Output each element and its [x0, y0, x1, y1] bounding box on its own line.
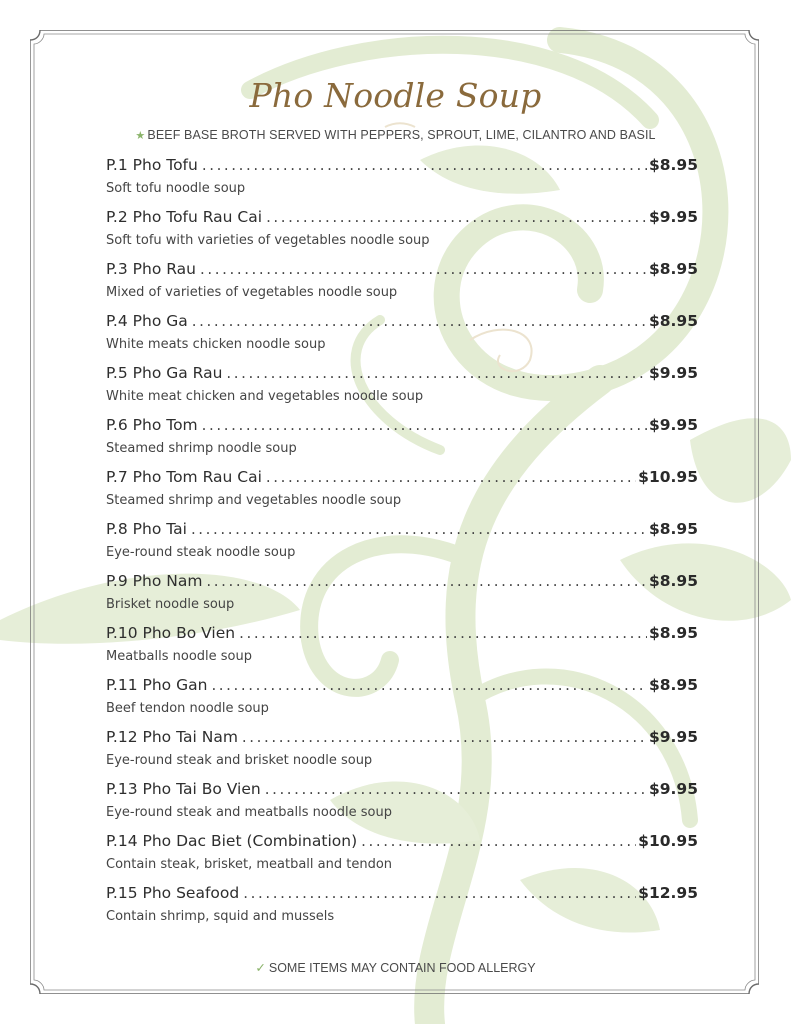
menu-subtitle	[0, 128, 791, 142]
dot-leader	[202, 156, 647, 174]
menu-item-line	[106, 468, 698, 491]
menu-item-name: P.11 Pho Gan	[106, 676, 208, 694]
menu-item-price: $12.95	[638, 884, 698, 902]
allergy-note-text: SOME ITEMS MAY CONTAIN FOOD ALLERGY	[268, 961, 536, 975]
menu-item	[106, 208, 698, 260]
menu-item-price: $10.95	[638, 468, 698, 486]
menu-item-description: Steamed shrimp noodle soup	[106, 441, 297, 456]
menu-item-line	[106, 728, 698, 751]
menu-item-price: $9.95	[648, 364, 698, 382]
menu-item-description: Brisket noodle soup	[106, 597, 235, 612]
menu-item	[106, 416, 698, 468]
menu-item	[106, 728, 698, 780]
menu-item-description: Contain steak, brisket, meatball and tendon	[106, 857, 393, 872]
menu-item-name: P.12 Pho Tai Nam	[106, 728, 238, 746]
menu-item-line	[106, 832, 698, 855]
menu-item-price: $10.95	[638, 832, 698, 850]
menu-item-line	[106, 520, 698, 543]
menu-item-name: P.13 Pho Tai Bo Vien	[106, 780, 261, 798]
menu-item-description: Mixed of varieties of vegetables noodle soup	[106, 285, 398, 300]
menu-item-description: Eye-round steak and meatballs noodle soup	[106, 805, 392, 820]
allergy-note	[0, 960, 791, 975]
menu-item-name: P.14 Pho Dac Biet (Combination)	[106, 832, 358, 850]
menu-item-description: Steamed shrimp and vegetables noodle soup	[106, 493, 402, 508]
menu-item-description: Meatballs noodle soup	[106, 649, 252, 664]
dot-leader	[206, 572, 647, 590]
dot-leader	[226, 364, 647, 382]
dot-leader	[361, 832, 636, 850]
menu-item-name: P.3 Pho Rau	[106, 260, 196, 278]
menu-item	[106, 260, 698, 312]
menu-item-price: $8.95	[648, 624, 698, 642]
menu-item-line	[106, 884, 698, 907]
checkmark-icon: ✓	[255, 961, 266, 975]
menu-item	[106, 572, 698, 624]
menu-item	[106, 156, 698, 208]
menu-item-name: P.10 Pho Bo Vien	[106, 624, 236, 642]
menu-item-name: P.6 Pho Tom	[106, 416, 198, 434]
menu-item-price: $9.95	[648, 416, 698, 434]
dot-leader	[243, 884, 636, 902]
menu-item-price: $8.95	[648, 676, 698, 694]
subtitle-text: BEEF BASE BROTH SERVED WITH PEPPERS, SPROUT, LIME, CILANTRO AND BASIL	[147, 128, 656, 142]
dot-leader	[242, 728, 647, 746]
menu-item-price: $8.95	[648, 520, 698, 538]
menu-item-price: $8.95	[648, 260, 698, 278]
menu-item-description: Eye-round steak and brisket noodle soup	[106, 753, 373, 768]
menu-item-description: White meat chicken and vegetables noodle soup	[106, 389, 424, 404]
menu-item-description: Beef tendon noodle soup	[106, 701, 269, 716]
menu-item	[106, 780, 698, 832]
menu-item	[106, 520, 698, 572]
menu-item-line	[106, 416, 698, 439]
menu-item-description: Soft tofu with varieties of vegetables noodle soup	[106, 233, 430, 248]
menu-item-line	[106, 208, 698, 231]
menu-item-line	[106, 156, 698, 179]
menu-item-name: P.7 Pho Tom Rau Cai	[106, 468, 262, 486]
dot-leader	[202, 416, 647, 434]
menu-item-description: Eye-round steak noodle soup	[106, 545, 296, 560]
menu-item-description: White meats chicken noodle soup	[106, 337, 326, 352]
menu-item	[106, 364, 698, 416]
page-title: Pho Noodle Soup	[249, 76, 542, 115]
menu-item-name: P.8 Pho Tai	[106, 520, 187, 538]
dot-leader	[266, 468, 636, 486]
dot-leader	[266, 208, 647, 226]
menu-item	[106, 624, 698, 676]
menu-item-price: $8.95	[648, 572, 698, 590]
menu-item-name: P.2 Pho Tofu Rau Cai	[106, 208, 263, 226]
dot-leader	[211, 676, 647, 694]
menu-item-name: P.1 Pho Tofu	[106, 156, 198, 174]
menu-item-description: Soft tofu noodle soup	[106, 181, 246, 196]
menu-item	[106, 884, 698, 936]
dot-leader	[191, 520, 647, 538]
menu-item-name: P.15 Pho Seafood	[106, 884, 240, 902]
dot-leader	[265, 780, 647, 798]
menu-item-line	[106, 572, 698, 595]
dot-leader	[192, 312, 647, 330]
menu-item	[106, 312, 698, 364]
dot-leader	[239, 624, 647, 642]
menu-item-price: $8.95	[648, 312, 698, 330]
menu-item-name: P.4 Pho Ga	[106, 312, 188, 330]
menu-item-line	[106, 312, 698, 335]
menu-item-price: $8.95	[648, 156, 698, 174]
menu-item-description: Contain shrimp, squid and mussels	[106, 909, 335, 924]
menu-item-price: $9.95	[648, 728, 698, 746]
menu-item	[106, 676, 698, 728]
menu-item-line	[106, 780, 698, 803]
menu-item-line	[106, 676, 698, 699]
menu-item	[106, 468, 698, 520]
menu-item-price: $9.95	[648, 208, 698, 226]
menu-item	[106, 832, 698, 884]
menu-item-line	[106, 364, 698, 387]
star-icon: ★	[135, 130, 146, 142]
menu-item-line	[106, 260, 698, 283]
menu-item-name: P.5 Pho Ga Rau	[106, 364, 223, 382]
menu-item-price: $9.95	[648, 780, 698, 798]
menu-item-name: P.9 Pho Nam	[106, 572, 203, 590]
menu-item-list	[106, 156, 698, 936]
dot-leader	[200, 260, 647, 278]
menu-item-line	[106, 624, 698, 647]
